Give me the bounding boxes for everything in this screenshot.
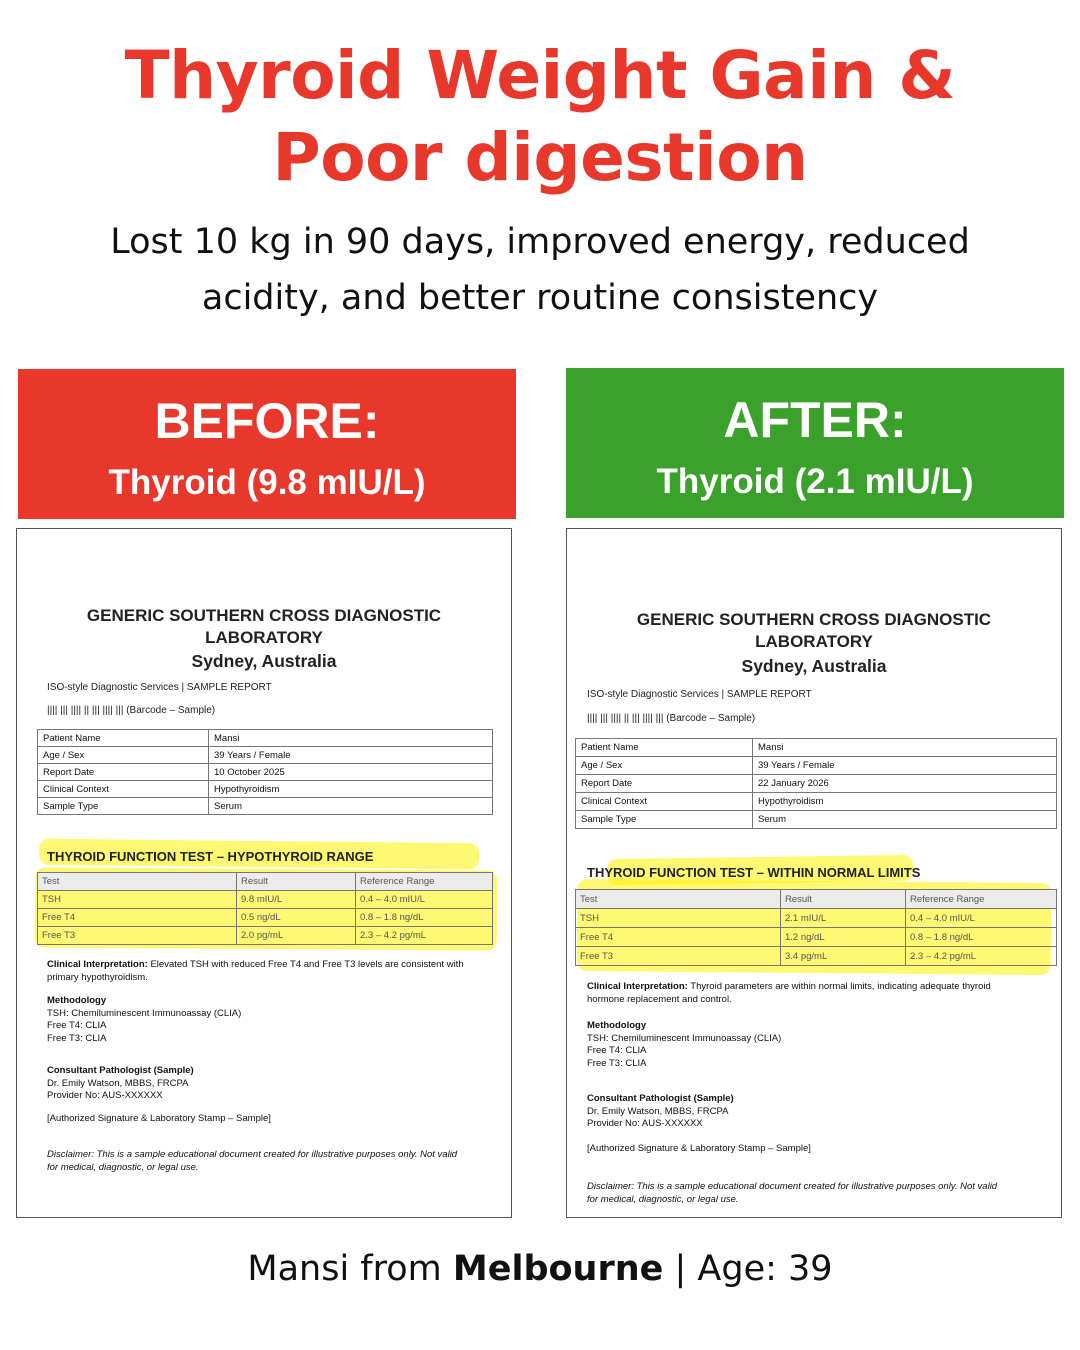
lab-name-line-2: LABORATORY — [205, 628, 323, 647]
patient-row — [38, 747, 493, 764]
signature-line: [Authorized Signature & Laboratory Stamp – Sample] — [587, 1143, 811, 1154]
function-test-header — [576, 890, 1057, 909]
disclaimer-line-1: Disclaimer: This is a sample educational document created for illustrative purposes only. Not valid — [47, 1149, 458, 1160]
test-result: 0.5 ng/dL — [237, 909, 356, 927]
consultant-title: Consultant Pathologist (Sample) — [47, 1065, 194, 1076]
after-banner-title: AFTER: — [723, 392, 907, 448]
table-row — [38, 891, 493, 909]
test-result: 2.0 pg/mL — [237, 927, 356, 945]
column-header: Test — [576, 890, 781, 909]
test-result: 1.2 ng/dL — [781, 928, 906, 947]
disclaimer-line-2: for medical, diagnostic, or legal use. — [47, 1161, 199, 1173]
methodology-section — [587, 1020, 781, 1070]
interpretation-text: Elevated TSH with reduced Free T4 and Free T3 levels are consistent with — [150, 959, 464, 970]
patient-value: 22 January 2026 — [753, 775, 1057, 793]
headline-line-1: Thyroid Weight Gain & — [124, 37, 956, 114]
table-row — [38, 927, 493, 945]
patient-value: 10 October 2025 — [209, 764, 493, 781]
test-reference: 0.4 – 4.0 mIU/L — [356, 891, 493, 909]
methodology-item: Free T4: CLIA — [587, 1045, 647, 1056]
methodology-item: Free T3: CLIA — [47, 1032, 107, 1044]
disclaimer-line-2: for medical, diagnostic, or legal use. — [587, 1193, 739, 1205]
methodology-section — [47, 995, 241, 1045]
test-reference: 0.4 – 4.0 mIU/L — [906, 909, 1057, 928]
patient-value: Mansi — [209, 730, 493, 747]
patient-row — [576, 775, 1057, 793]
patient-value: Mansi — [753, 739, 1057, 757]
test-result: 2.1 mIU/L — [781, 909, 906, 928]
table-row — [38, 909, 493, 927]
function-test-title: THYROID FUNCTION TEST – WITHIN NORMAL LIMITS — [587, 865, 921, 880]
table-row — [576, 909, 1057, 928]
before-banner-value: Thyroid (9.8 mIU/L) — [108, 463, 426, 502]
lab-city: Sydney, Australia — [741, 656, 887, 676]
patient-field: Sample Type — [576, 811, 753, 829]
methodology-title: Methodology — [587, 1020, 647, 1031]
test-name: TSH — [576, 909, 781, 928]
test-name: TSH — [38, 891, 237, 909]
subheadline — [30, 214, 1050, 326]
before-report — [16, 528, 512, 1218]
patient-row — [576, 793, 1057, 811]
interpretation-label: Clinical Interpretation: — [587, 981, 688, 992]
test-name: Free T4 — [38, 909, 237, 927]
before-banner — [18, 369, 516, 519]
table-row — [576, 947, 1057, 966]
test-reference: 2.3 – 4.2 pg/mL — [906, 947, 1057, 966]
before-banner-title: BEFORE: — [154, 393, 380, 449]
column-header: Reference Range — [356, 873, 493, 891]
patient-value: Serum — [209, 798, 493, 815]
test-reference: 0.8 – 1.8 ng/dL — [356, 909, 493, 927]
patient-field: Report Date — [38, 764, 209, 781]
column-header: Result — [781, 890, 906, 909]
column-header: Result — [237, 873, 356, 891]
patient-row — [576, 757, 1057, 775]
patient-row — [576, 811, 1057, 829]
patient-value: Hypothyroidism — [209, 781, 493, 798]
interpretation-text-2: hormone replacement and control. — [587, 993, 732, 1005]
function-test-header — [38, 873, 493, 891]
test-name: Free T3 — [576, 947, 781, 966]
patient-value: Hypothyroidism — [753, 793, 1057, 811]
function-test-table — [37, 872, 493, 945]
consultant-name: Dr. Emily Watson, MBBS, FRCPA — [47, 1077, 189, 1089]
interpretation-label: Clinical Interpretation: — [47, 959, 148, 970]
lab-name-line-1: GENERIC SOUTHERN CROSS DIAGNOSTIC — [636, 610, 992, 629]
patient-field: Age / Sex — [576, 757, 753, 775]
footer-age: | Age: 39 — [663, 1249, 833, 1289]
patient-row — [38, 781, 493, 798]
lab-city: Sydney, Australia — [191, 651, 337, 671]
barcode-line: |||| ||| |||| || ||| |||| ||| (Barcode – Sample) — [587, 713, 756, 724]
clinical-interpretation — [47, 959, 497, 984]
interpretation-text: Thyroid parameters are within normal limits, indicating adequate thyroid — [690, 981, 991, 992]
methodology-item: TSH: Chemiluminescent Immunoassay (CLIA) — [47, 1007, 242, 1019]
patient-field: Report Date — [576, 775, 753, 793]
patient-value: 39 Years / Female — [209, 747, 493, 764]
methodology-title: Methodology — [47, 995, 107, 1006]
patient-field: Clinical Context — [38, 781, 209, 798]
patient-row — [38, 798, 493, 815]
disclaimer — [47, 1149, 497, 1174]
lab-name-line-2: LABORATORY — [755, 632, 873, 651]
methodology-item: Free T3: CLIA — [587, 1057, 647, 1069]
footer-caption — [0, 1244, 1080, 1294]
patient-field: Age / Sex — [38, 747, 209, 764]
subheadline-line-2: acidity, and better routine consistency — [201, 278, 879, 318]
after-banner — [566, 368, 1064, 518]
interpretation-text-2: primary hypothyroidism. — [47, 971, 148, 983]
disclaimer — [587, 1181, 1057, 1206]
patient-row — [38, 730, 493, 747]
consultant-section — [587, 1093, 734, 1131]
disclaimer-line-1: Disclaimer: This is a sample educational document created for illustrative purposes only. Not valid — [587, 1181, 998, 1192]
consultant-section — [47, 1065, 194, 1103]
subheadline-line-1: Lost 10 kg in 90 days, improved energy, reduced — [110, 222, 970, 262]
signature-line: [Authorized Signature & Laboratory Stamp – Sample] — [47, 1113, 271, 1124]
test-name: Free T4 — [576, 928, 781, 947]
column-header: Test — [38, 873, 237, 891]
test-name: Free T3 — [38, 927, 237, 945]
patient-table — [575, 738, 1057, 829]
test-reference: 0.8 – 1.8 ng/dL — [906, 928, 1057, 947]
provider-number: Provider No: AUS-XXXXXX — [47, 1090, 163, 1101]
barcode-line: |||| ||| |||| || ||| |||| ||| (Barcode – Sample) — [47, 705, 216, 716]
clinical-interpretation — [587, 981, 1057, 1006]
services-line: ISO-style Diagnostic Services | SAMPLE REPORT — [47, 682, 272, 693]
methodology-item: Free T4: CLIA — [47, 1020, 107, 1031]
footer-name: Mansi from — [247, 1249, 453, 1289]
services-line: ISO-style Diagnostic Services | SAMPLE REPORT — [587, 689, 812, 700]
provider-number: Provider No: AUS-XXXXXX — [587, 1118, 703, 1129]
column-header: Reference Range — [906, 890, 1057, 909]
function-test-title: THYROID FUNCTION TEST – HYPOTHYROID RANGE — [47, 849, 374, 864]
footer-city: Melbourne — [452, 1249, 664, 1289]
after-report — [566, 528, 1062, 1218]
after-banner-value: Thyroid (2.1 mIU/L) — [656, 462, 974, 501]
patient-row — [38, 764, 493, 781]
patient-field: Patient Name — [576, 739, 753, 757]
patient-value: Serum — [753, 811, 1057, 829]
function-test-table — [575, 889, 1057, 966]
lab-name-line-1: GENERIC SOUTHERN CROSS DIAGNOSTIC — [86, 606, 442, 625]
consultant-name: Dr. Emily Watson, MBBS, FRCPA — [587, 1105, 729, 1117]
patient-field: Clinical Context — [576, 793, 753, 811]
table-row — [576, 928, 1057, 947]
consultant-title: Consultant Pathologist (Sample) — [587, 1093, 734, 1104]
methodology-item: TSH: Chemiluminescent Immunoassay (CLIA) — [587, 1032, 782, 1044]
patient-field: Sample Type — [38, 798, 209, 815]
headline-line-2: Poor digestion — [272, 119, 808, 196]
patient-table — [37, 729, 493, 815]
patient-field: Patient Name — [38, 730, 209, 747]
test-result: 9.8 mIU/L — [237, 891, 356, 909]
test-result: 3.4 pg/mL — [781, 947, 906, 966]
patient-row — [576, 739, 1057, 757]
test-reference: 2.3 – 4.2 pg/mL — [356, 927, 493, 945]
patient-value: 39 Years / Female — [753, 757, 1057, 775]
